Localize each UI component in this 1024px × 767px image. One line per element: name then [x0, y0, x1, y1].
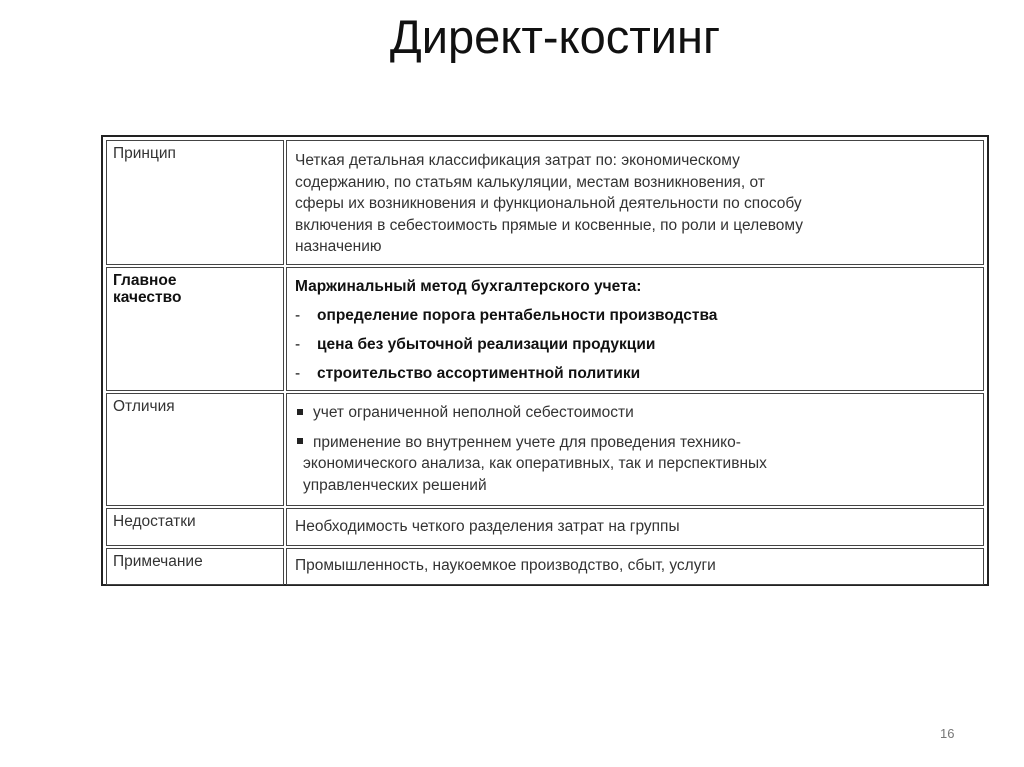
row-label-differences: Отличия — [106, 393, 284, 506]
list-item-text: строительство ассортиментной политики — [317, 365, 641, 382]
row-label-drawbacks: Недостатки — [106, 508, 284, 546]
main-quality-heading: Маржинальный метод бухгалтерского учета: — [295, 278, 642, 295]
slide-title: Директ-костинг — [389, 10, 721, 63]
list-item-text: учет ограниченной неполной себестоимости — [313, 404, 634, 421]
row-label-note: Примечание — [106, 548, 284, 585]
dash-marker: - — [295, 365, 301, 382]
principle-line: включения в себестоимость прямые и косвенные, по роли и целевому — [295, 216, 804, 234]
row-label-main-quality — [106, 267, 284, 391]
row-content-differences — [286, 393, 984, 506]
dash-marker: - — [295, 336, 301, 353]
principle-line: назначению — [295, 238, 382, 256]
main-quality-label-line: качество — [113, 289, 182, 306]
row-label-principle: Принцип — [106, 140, 284, 265]
principle-line: Четкая детальная классификация затрат по: экономическому — [295, 152, 740, 169]
list-item — [295, 301, 977, 330]
main-quality-label-line: Главное — [113, 272, 177, 289]
list-item-text: определение порога рентабельности производства — [317, 307, 718, 324]
list-item-text: цена без убыточной реализации продукции — [317, 336, 656, 353]
list-item-continuation: управленческих решений — [303, 476, 487, 494]
bullet-square-icon — [297, 438, 303, 444]
list-item — [295, 432, 977, 454]
dash-marker: - — [295, 307, 301, 324]
page-number: 16 — [940, 726, 955, 741]
row-content-principle — [286, 140, 984, 265]
list-item-continuation: экономического анализа, как оперативных, так и перспективных — [303, 455, 767, 472]
row-content-drawbacks: Необходимость четкого разделения затрат на группы — [286, 508, 984, 546]
bullet-square-icon — [297, 409, 303, 415]
row-content-main-quality — [286, 267, 984, 391]
principle-line: сферы их возникновения и функциональной деятельности по способу — [295, 195, 802, 213]
row-content-note: Промышленность, наукоемкое производство, сбыт, услуги — [286, 548, 984, 585]
list-item-text: применение во внутреннем учете для проведения технико- — [313, 433, 741, 451]
principle-line: содержанию, по статьям калькуляции, местам возникновения, от — [295, 173, 765, 191]
list-item — [295, 330, 977, 359]
summary-table — [101, 135, 989, 586]
list-item — [295, 402, 977, 424]
list-item — [295, 359, 977, 388]
